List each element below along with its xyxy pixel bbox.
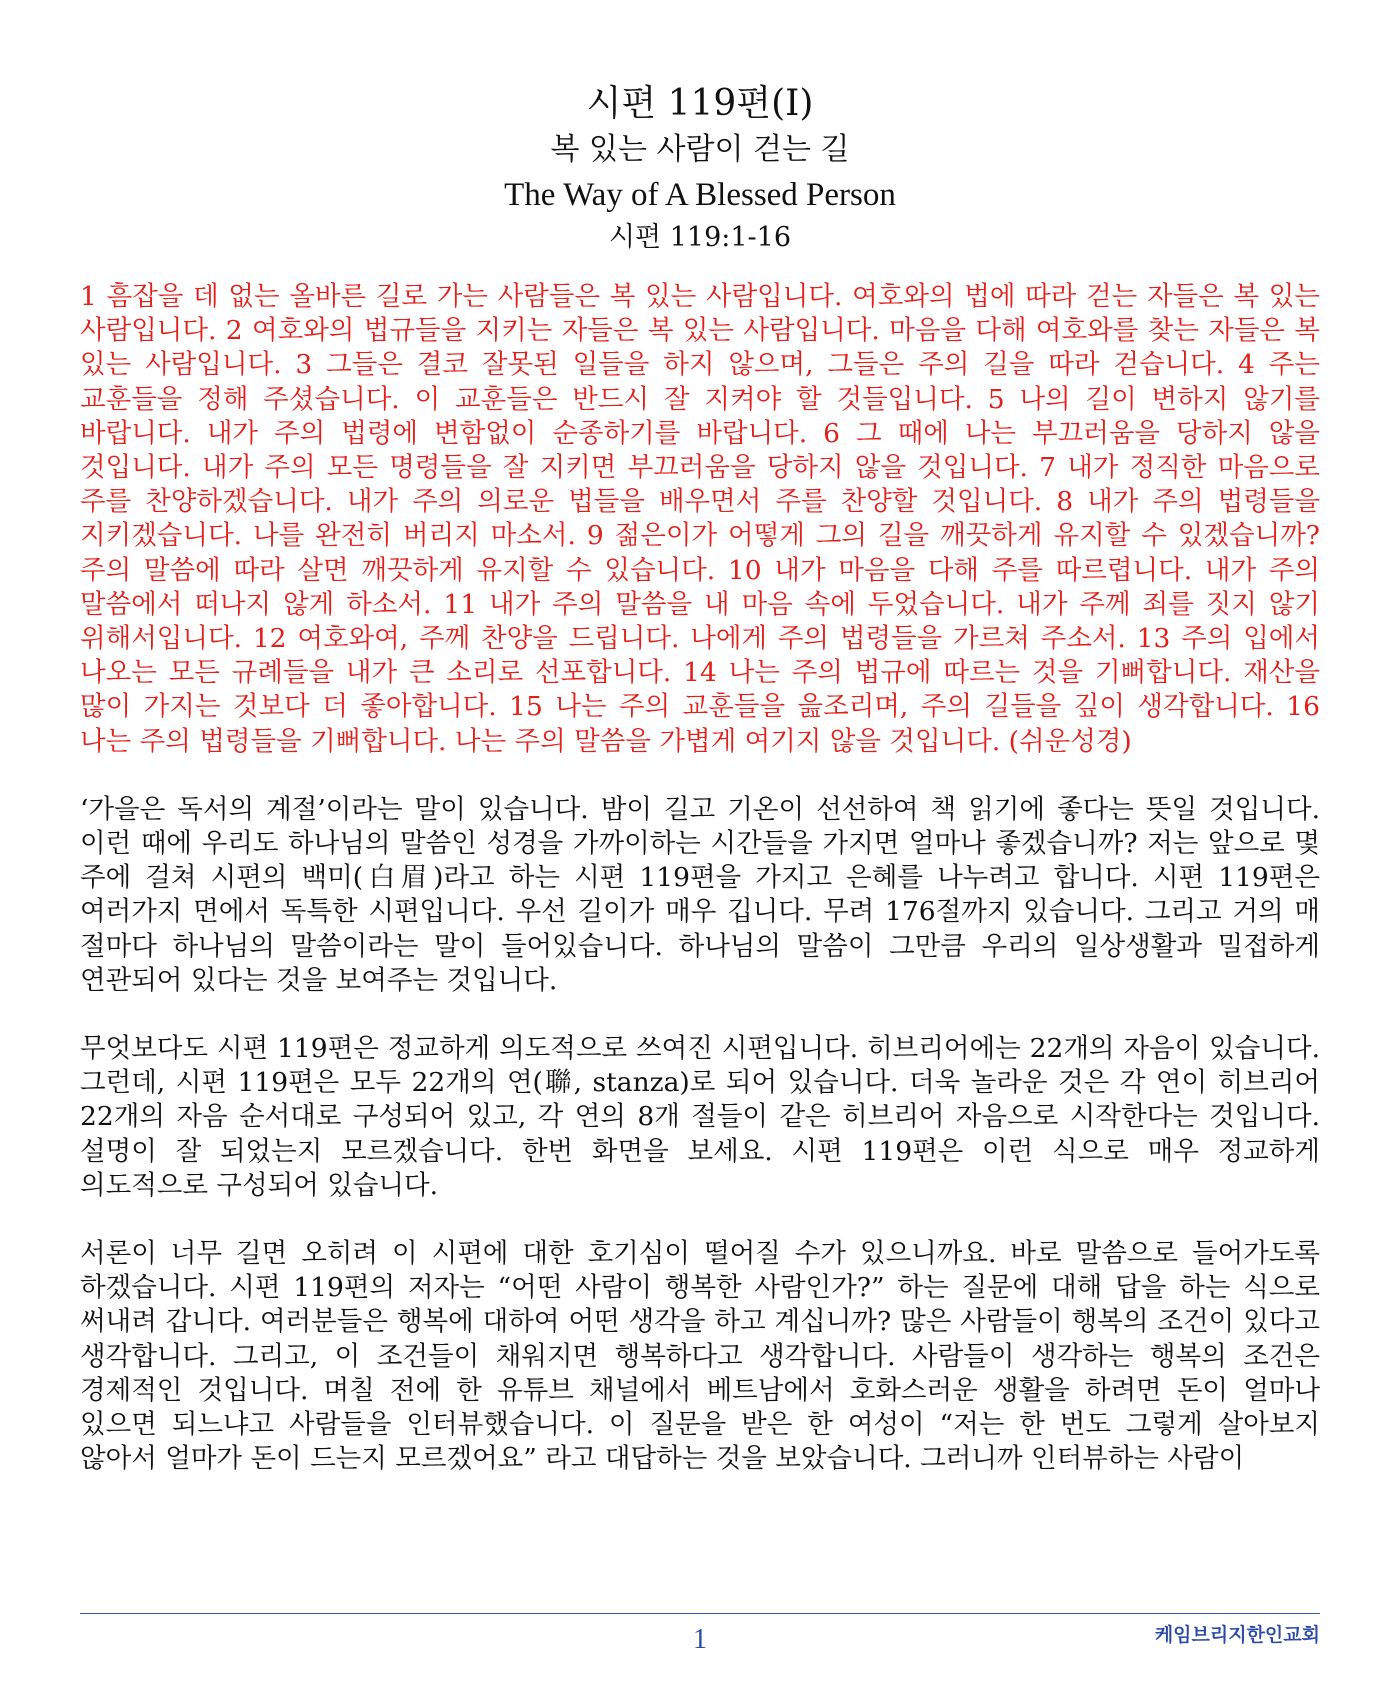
sermon-subtitle-korean: 복 있는 사람이 걷는 길: [550, 132, 850, 167]
body-paragraph-3: 서론이 너무 길면 오히려 이 시편에 대한 호기심이 떨어질 수가 있으니까요. 바로 말씀으로 들어가도록 하겠습니다. 시편 119편의 저자는 “어떤 사람이 행복한 사람인가?” 하는 질문에 대해 답을 하는 식으로 써내려 갑니다. 여러분들은 행복에 대하여 어떤 생각을 하고 계십니까? 많은 사람들이 행복의 조건이 있다고 생각합니다. 그리고, 이 조건들이 채워지면 행복하다고 생각합니다. 사람들이 생각하는 행복의 조건은 경제적인 것입니다. 며칠 전에 한 유튜브 채널에서 베트남에서 호화스러운 생활을 하려면 돈이 얼마나 있으면 되느냐고 사람들을 인터뷰했습니다. 이 질문을 받은 한 여성이 “저는 한 번도 그렇게 살아보지 않아서 얼마가 돈이 드는지 모르겠어요” 라고 대답하는 것을 보았습니다. 그러니까 인터뷰하는 사람이: [80, 1238, 1320, 1475]
document-header: [0, 80, 1400, 258]
sermon-subtitle-english: The Way of A Blessed Person: [504, 177, 896, 213]
footer-divider: [80, 1613, 1320, 1614]
body-paragraph-2: 무엇보다도 시편 119편은 정교하게 의도적으로 쓰여진 시편입니다. 히브리어에는 22개의 자음이 있습니다. 그런데, 시편 119편은 모두 22개의 연(聯, stanza)로 되어 있습니다. 더욱 놀라운 것은 각 연이 히브리어 22개의 자음 순서대로 구성되어 있고, 각 연의 8개 절들이 같은 히브리어 자음으로 시작한다는 것입니다. 설명이 잘 되었는지 모르겠습니다. 한번 화면을 보세요. 시편 119편은 이런 식으로 매우 정교하게 의도적으로 구성되어 있습니다.: [80, 1033, 1320, 1201]
body-paragraph-1: ‘가을은 독서의 계절’이라는 말이 있습니다. 밤이 길고 기온이 선선하여 책 읽기에 좋다는 뜻일 것입니다. 이런 때에 우리도 하나님의 말씀인 성경을 가까이하는 시간들을 가지면 얼마나 좋겠습니까? 저는 앞으로 몇 주에 걸쳐 시편의 백미(白眉)라고 하는 시편 119편을 가지고 은혜를 나누려고 합니다. 시편 119편은 여러가지 면에서 독특한 시편입니다. 우선 길이가 매우 깁니다. 무려 176절까지 있습니다. 그리고 거의 매 절마다 하나님의 말씀이라는 말이 들어있습니다. 하나님의 말씀이 그만큼 우리의 일상생활과 밀접하게 연관되어 있다는 것을 보여주는 것입니다.: [80, 793, 1320, 996]
page-number: 1: [693, 1624, 707, 1655]
church-name: 케임브리지한인교회: [1154, 1624, 1320, 1646]
sermon-title: 시편 119편(I): [586, 83, 814, 124]
document-body: [80, 280, 1320, 1477]
scripture-passage: 1 흠잡을 데 없는 올바른 길로 가는 사람들은 복 있는 사람입니다. 여호와의 법에 따라 걷는 자들은 복 있는 사람입니다. 2 여호와의 법규들을 지키는 자들은 복 있는 사람입니다. 마음을 다해 여호와를 찾는 자들은 복 있는 사람입니다. 3 그들은 결코 잘못된 일들을 하지 않으며, 그들은 주의 길을 따라 걷습니다. 4 주는 교훈들을 정해 주셨습니다. 이 교훈들은 반드시 잘 지켜야 할 것들입니다. 5 나의 길이 변하지 않기를 바랍니다. 내가 주의 법령에 변함없이 순종하기를 바랍니다. 6 그 때에 나는 부끄러움을 당하지 않을 것입니다. 내가 주의 모든 명령들을 잘 지키면 부끄러움을 당하지 않을 것입니다. 7 내가 정직한 마음으로 주를 찬양하겠습니다. 내가 주의 의로운 법들을 배우면서 주를 찬양할 것입니다. 8 내가 주의 법령들을 지키겠습니다. 나를 완전히 버리지 마소서. 9 젊은이가 어떻게 그의 길을 깨끗하게 유지할 수 있겠습니까? 주의 말씀에 따라 살면 깨끗하게 유지할 수 있습니다. 10 내가 마음을 다해 주를 따르렵니다. 내가 주의 말씀에서 떠나지 않게 하소서. 11 내가 주의 말씀을 내 마음 속에 두었습니다. 내가 주께 죄를 짓지 않기 위해서입니다. 12 여호와여, 주께 찬양을 드립니다. 나에게 주의 법령들을 가르쳐 주소서. 13 주의 입에서 나오는 모든 규례들을 내가 큰 소리로 선포합니다. 14 나는 주의 법규에 따르는 것을 기뻐합니다. 재산을 많이 가지는 것보다 더 좋아합니다. 15 나는 주의 교훈들을 읊조리며, 주의 길들을 깊이 생각합니다. 16 나는 주의 법령들을 기뻐합니다. 나는 주의 말씀을 가볍게 여기지 않을 것입니다. (쉬운성경): [80, 281, 1320, 757]
scripture-reference: 시편 119:1-16: [608, 222, 792, 253]
